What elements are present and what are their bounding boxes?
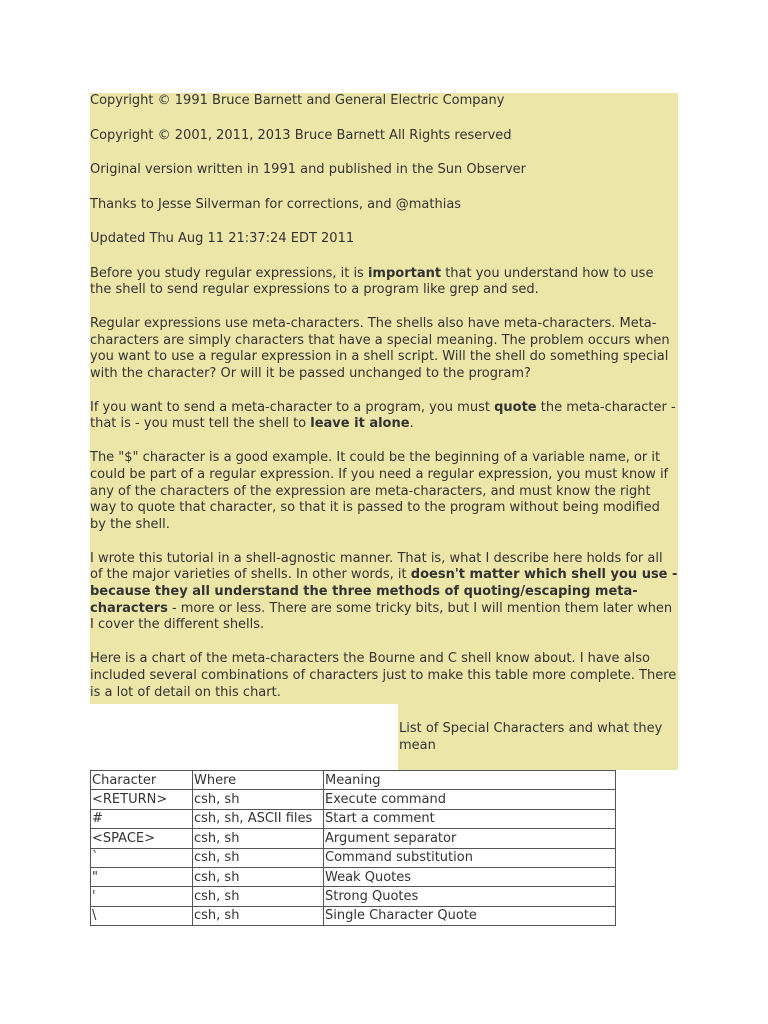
table-header-cell: Character <box>91 771 193 790</box>
table-header-cell: Meaning <box>324 771 616 790</box>
table-header-row <box>91 771 616 790</box>
table-cell-meaning: Strong Quotes <box>324 887 616 906</box>
table-cell-meaning: Start a comment <box>324 809 616 828</box>
paragraph-quote-text-c: the meta-character - that is - you must tell the shell to <box>90 399 676 432</box>
table-cell-character: ' <box>91 887 193 906</box>
paragraph-intro <box>90 266 678 299</box>
paragraph-chart-intro: Here is a chart of the meta-characters the Bourne and C shell know about. I have also included several combinations of characters just to make this table more complete. There is a lot of detail on this chart. <box>90 651 677 700</box>
paragraph-intro-bold: important <box>367 265 442 281</box>
table-cell-meaning: Single Character Quote <box>324 906 616 925</box>
original-version-line: Original version written in 1991 and published in the Sun Observer <box>90 162 527 177</box>
paragraph-quote-text-e: . <box>409 416 414 432</box>
paragraph-quote-text-a: If you want to send a meta-character to a program, you must <box>90 399 495 415</box>
table-row <box>91 848 616 867</box>
table-cell-meaning: Command substitution <box>324 848 616 867</box>
paragraph-shell-agnostic-text-a: I wrote this tutorial in a shell-agnostic manner. That is, what I describe here holds for all of the major varieties of shells. In other words, it <box>90 550 663 583</box>
table-cell-where: csh, sh <box>193 867 324 886</box>
table-row <box>91 887 616 906</box>
table-cell-where: csh, sh <box>193 829 324 848</box>
thanks-line: Thanks to Jesse Silverman for corrections, and @mathias <box>90 196 462 212</box>
paragraph-shell-agnostic <box>90 551 678 635</box>
table-cell-meaning: Argument separator <box>324 829 616 848</box>
table-cell-where: csh, sh <box>193 790 324 809</box>
table-cell-character: <SPACE> <box>91 829 193 848</box>
table-cell-character: " <box>91 867 193 886</box>
paragraph-quote-bold-leave: leave it alone <box>310 416 410 432</box>
table-cell-character: ` <box>91 848 193 867</box>
table-row <box>91 829 616 848</box>
paragraph-shell-agnostic-text-c: - more or less. There are some tricky bits, but I will mention them later when I cover the different shells. <box>90 600 673 633</box>
table-row <box>91 809 616 828</box>
copyright-line-2: Copyright © 2001, 2011, 2013 Bruce Barnett All Rights reserved <box>90 127 512 143</box>
updated-line: Updated Thu Aug 11 21:37:24 EDT 2011 <box>90 231 355 246</box>
table-cell-character: <RETURN> <box>91 790 193 809</box>
paragraph-quote <box>90 400 678 433</box>
paragraph-dollar-example: The "$" character is a good example. It could be the beginning of a variable name, or it could be part of a regular expression. If you need a regular expression, you must know if any of the characters of the expression are meta-characters, and must know the right way to quote that character, so that it is passed to the program without being modified by the shell. <box>90 450 669 532</box>
paragraph-quote-bold-quote: quote <box>494 399 537 415</box>
table-row <box>91 867 616 886</box>
table-cell-meaning: Execute command <box>324 790 616 809</box>
document-body <box>90 93 678 718</box>
paragraph-intro-text-a: Before you study regular expressions, it is <box>90 265 368 281</box>
table-cell-where: csh, sh, ASCII files <box>193 809 324 828</box>
table-header-cell: Where <box>193 771 324 790</box>
table-cell-where: csh, sh <box>193 887 324 906</box>
table-cell-where: csh, sh <box>193 848 324 867</box>
table-row <box>91 790 616 809</box>
copyright-line-1: Copyright © 1991 Bruce Barnett and General Electric Company <box>90 93 505 108</box>
table-caption: List of Special Characters and what they mean <box>399 721 663 753</box>
table-row <box>91 906 616 925</box>
paragraph-shell-agnostic-bold: doesn't matter which shell you use - because they all understand the three methods of quoting/escaping meta-characters <box>90 567 678 616</box>
special-characters-table <box>90 770 616 926</box>
paragraph-meta-characters: Regular expressions use meta-characters. The shells also have meta-characters. Meta-characters are simply characters that have a special meaning. The problem occurs when you want to use a regular expression in a shell script. Will the shell do something special with the character? Or will it be passed unchanged to the program? <box>90 315 670 382</box>
table-cell-character: # <box>91 809 193 828</box>
table-cell-character: \ <box>91 906 193 925</box>
paragraph-intro-text-c: that you understand how to use the shell to send regular expressions to a program like grep and sed. <box>90 265 654 298</box>
table-cell-meaning: Weak Quotes <box>324 867 616 886</box>
table-cell-where: csh, sh <box>193 906 324 925</box>
